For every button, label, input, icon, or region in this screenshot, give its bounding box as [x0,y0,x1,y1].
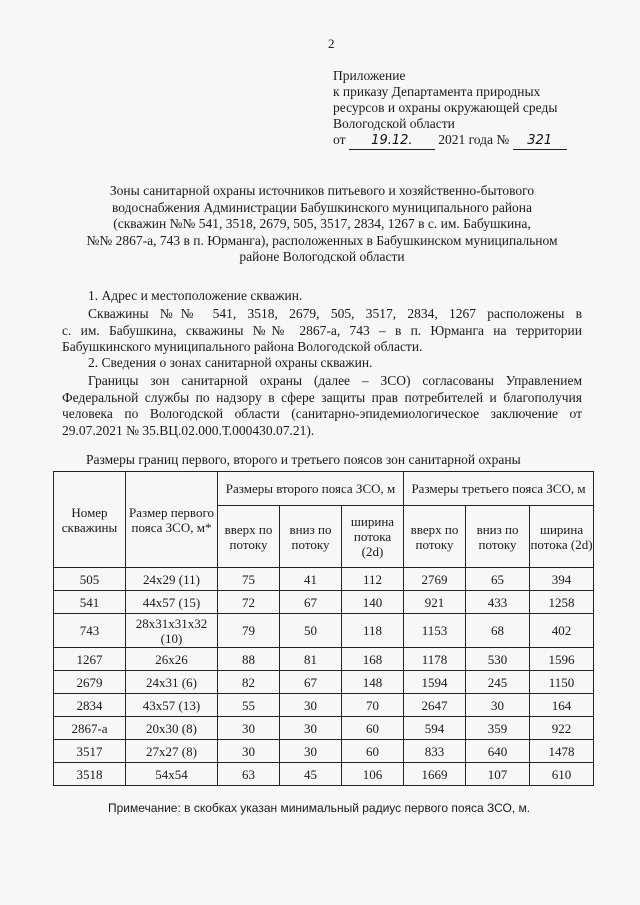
cell-first-zone: 43x57 (13) [126,694,218,717]
handwritten-date: 19.12. [349,133,435,150]
cell-z2-down: 45 [280,763,342,786]
cell-z3-down: 65 [466,568,530,591]
cell-z3-up: 594 [404,717,466,740]
cell-z2-up: 88 [218,648,280,671]
header-z3-flow-width: ширина потока (2d) [530,506,594,568]
appendix-line-1: Приложение [333,68,406,83]
appendix-date-line [333,132,567,150]
cell-z2-width: 60 [342,717,404,740]
cell-z3-down: 359 [466,717,530,740]
cell-well: 2834 [54,694,126,717]
section1-heading: 1. Адрес и местоположение скважин. [88,288,303,303]
header-third-zone: Размеры третьего пояса ЗСО, м [404,472,594,506]
cell-z2-down: 30 [280,740,342,763]
cell-z2-up: 63 [218,763,280,786]
header-first-zone: Размер первого пояса ЗСО, м* [126,472,218,568]
zones-table [53,471,594,786]
cell-well: 541 [54,591,126,614]
table-body [54,568,594,786]
cell-z3-down: 30 [466,694,530,717]
cell-z3-down: 245 [466,671,530,694]
cell-z3-down: 433 [466,591,530,614]
cell-z2-up: 75 [218,568,280,591]
table-caption: Размеры границ первого, второго и третьего поясов зон санитарной охраны [86,452,521,467]
cell-z3-up: 2647 [404,694,466,717]
section2-line-3: человека по Вологодской области (санитарно-эпидемиологическое заключение от [62,406,582,421]
cell-first-zone: 28x31x31x32 (10) [126,614,218,648]
appendix-line-3: ресурсов и охраны окружающей среды [333,100,558,115]
cell-z2-up: 79 [218,614,280,648]
cell-well: 1267 [54,648,126,671]
header-second-zone: Размеры второго пояса ЗСО, м [218,472,404,506]
cell-z3-up: 1153 [404,614,466,648]
cell-z3-down: 68 [466,614,530,648]
table-row [54,648,594,671]
section2-body [62,373,582,439]
header-z2-upstream: вверх по потоку [218,506,280,568]
cell-z2-width: 60 [342,740,404,763]
cell-z3-up: 833 [404,740,466,763]
cell-well: 3517 [54,740,126,763]
cell-z2-down: 50 [280,614,342,648]
cell-z2-down: 67 [280,671,342,694]
table-row [54,694,594,717]
cell-z2-down: 67 [280,591,342,614]
cell-z2-down: 41 [280,568,342,591]
table-row [54,568,594,591]
cell-z2-width: 148 [342,671,404,694]
title-line-5: районе Вологодской области [239,249,405,264]
cell-z2-width: 106 [342,763,404,786]
cell-z2-down: 30 [280,694,342,717]
header-well-number: Номер скважины [54,472,126,568]
cell-first-zone: 26x26 [126,648,218,671]
section1-line-3: Бабушкинского муниципального района Вологодской области. [62,339,423,354]
cell-z2-down: 81 [280,648,342,671]
cell-z2-up: 82 [218,671,280,694]
page-number: 2 [328,36,335,51]
cell-z2-width: 70 [342,694,404,717]
cell-first-zone: 27x27 (8) [126,740,218,763]
table-row [54,591,594,614]
document-title [62,183,582,266]
cell-z3-down: 530 [466,648,530,671]
cell-well: 505 [54,568,126,591]
cell-z2-up: 30 [218,717,280,740]
header-z2-flow-width: ширина потока (2d) [342,506,404,568]
header-z3-downstream: вниз по потоку [466,506,530,568]
title-line-2: водоснабжения Администрации Бабушкинского муниципального района [111,199,533,215]
section2-line-4: 29.07.2021 № 35.ВЦ.02.000.Т.000430.07.21). [62,422,315,438]
title-line-3: (скважин №№ 541, 3518, 2679, 505, 3517, 2834, 1267 в с. им. Бабушкина, [113,216,531,231]
cell-z3-width: 1478 [530,740,594,763]
cell-z3-up: 2769 [404,568,466,591]
cell-z2-width: 140 [342,591,404,614]
table-row [54,717,594,740]
section2-line-1: Границы зон санитарной охраны (далее – ЗСО) согласованы Управлением [88,373,582,388]
cell-z2-down: 30 [280,717,342,740]
cell-z3-width: 1596 [530,648,594,671]
header-z2-downstream: вниз по потоку [280,506,342,568]
cell-z3-width: 1258 [530,591,594,614]
appendix-line-2: к приказу Департамента природных [333,84,541,99]
cell-well: 3518 [54,763,126,786]
cell-first-zone: 24x31 (6) [126,671,218,694]
cell-z3-width: 394 [530,568,594,591]
cell-z3-down: 640 [466,740,530,763]
cell-z2-width: 168 [342,648,404,671]
cell-z3-width: 1150 [530,671,594,694]
section1-line-2: с. им. Бабушкина, скважины №№ 2867-а, 743 – в п. Юрманга на территории [62,322,582,338]
number-label: № [496,132,510,147]
cell-z2-up: 72 [218,591,280,614]
table-note: Примечание: в скобках указан минимальный радиус первого пояса ЗСО, м. [108,801,531,815]
cell-well: 2679 [54,671,126,694]
appendix-line-4: Вологодской области [333,116,455,131]
cell-well: 743 [54,614,126,648]
cell-z3-up: 921 [404,591,466,614]
cell-z3-up: 1669 [404,763,466,786]
cell-first-zone: 24x29 (11) [126,568,218,591]
cell-z2-up: 30 [218,740,280,763]
cell-z3-width: 610 [530,763,594,786]
handwritten-number: 321 [513,133,567,150]
appendix-block [333,68,567,150]
cell-z2-up: 55 [218,694,280,717]
table-row [54,614,594,648]
section2-heading: 2. Сведения о зонах санитарной охраны скважин. [88,355,373,370]
cell-z3-up: 1178 [404,648,466,671]
cell-z3-width: 922 [530,717,594,740]
from-label: от [333,132,346,147]
section1-body [62,306,582,356]
table-row [54,763,594,786]
cell-z2-width: 112 [342,568,404,591]
cell-z3-up: 1594 [404,671,466,694]
cell-first-zone: 54x54 [126,763,218,786]
cell-z3-width: 164 [530,694,594,717]
cell-first-zone: 44x57 (15) [126,591,218,614]
cell-first-zone: 20x30 (8) [126,717,218,740]
title-line-1: Зоны санитарной охраны источников питьевого и хозяйственно-бытового [109,183,535,198]
year-text: 2021 года [438,132,494,147]
section2-line-2: Федеральной службы по надзору в сфере защиты прав потребителей и благополучия [62,389,582,405]
cell-well: 2867-а [54,717,126,740]
cell-z3-width: 402 [530,614,594,648]
cell-z2-width: 118 [342,614,404,648]
table-row [54,671,594,694]
cell-z3-down: 107 [466,763,530,786]
table-row [54,740,594,763]
section1-line-1: Скважины №№ 541, 3518, 2679, 505, 3517, 2834, 1267 расположены в [88,306,582,321]
header-z3-upstream: вверх по потоку [404,506,466,568]
title-line-4: №№ 2867-а, 743 в п. Юрманга), расположенных в Бабушкинском муниципальном [86,232,558,248]
